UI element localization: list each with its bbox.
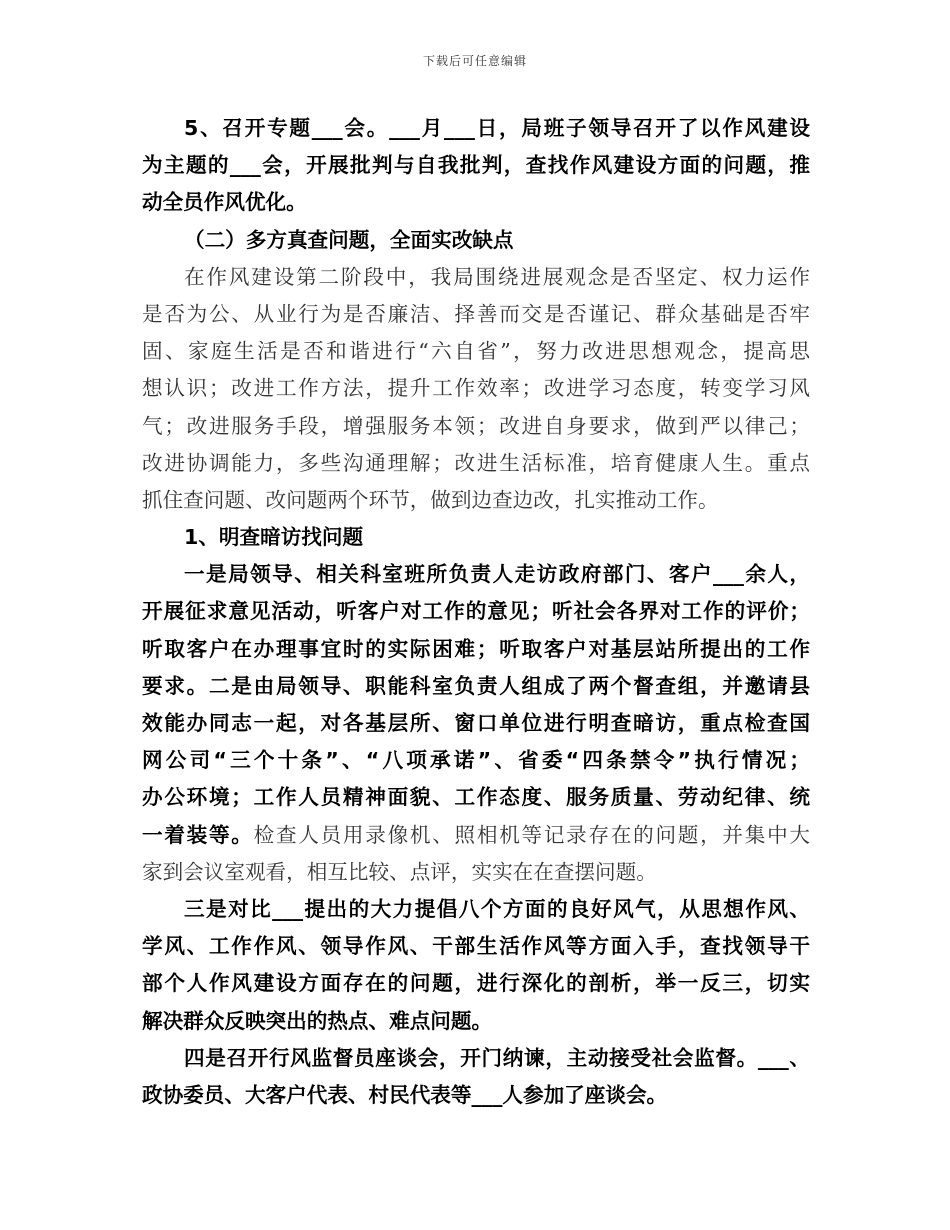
section-heading: （二）多方真查问题，全面实改缺点 (184, 227, 514, 252)
light-segment: 检查人员用录像机、照相机等记录存在的问题，并集中大 (253, 822, 811, 847)
paragraph-line: 固、家庭生活是否和谐进行“六自省”，努力改进思想观念，提高思 (142, 339, 810, 364)
paragraph-line: 效能办同志一起，对各基层所、窗口单位进行明查暗访，重点检查国 (142, 711, 810, 735)
paragraph-line: 办公环境；工作人员精神面貌、工作态度、服务质量、劳动纪律、统 (142, 785, 810, 810)
paragraph-line: 三是对比___提出的大力提倡八个方面的良好风气，从思想作风、 (184, 896, 810, 921)
paragraph-line: 5、召开专题___会。___月___日，局班子领导召开了以作风建设 (184, 116, 810, 140)
paragraph-line: 在作风建设第二阶段中，我局围绕进展观念是否坚定、权力运作 (184, 264, 810, 289)
paragraph-line: 政协委员、大客户代表、村民代表等___人参加了座谈会。 (142, 1082, 668, 1107)
paragraph-line: 四是召开行风监督员座谈会，开门纳谏，主动接受社会监督。___、 (184, 1045, 810, 1070)
paragraph-line: 要求。二是由局领导、职能科室负责人组成了两个督查组，并邀请县 (142, 673, 810, 698)
paragraph-line: 解决群众反映突出的热点、难点问题。 (142, 1008, 493, 1033)
paragraph-line: 为主题的___会，开展批判与自我批判，查找作风建设方面的问题，推 (142, 153, 810, 178)
paragraph-line: 学风、工作作风、领导作风、干部生活作风等方面入手，查找领导干 (142, 934, 810, 959)
page-header-note: 下载后可任意编辑 (422, 54, 527, 68)
paragraph-line: 部个人作风建设方面存在的问题，进行深化的剖析，举一反三，切实 (142, 971, 810, 996)
paragraph-line: 改进协调能力，多些沟通理解；改进生活标准，培育健康人生。重点 (142, 450, 810, 475)
paragraph-line: 开展征求意见活动，听客户对工作的意见；听社会各界对工作的评价； (142, 599, 810, 624)
paragraph-line: 抓住查问题、改问题两个环节，做到边查边改，扎实推动工作。 (142, 487, 719, 512)
paragraph-line: 气；改进服务手段，增强服务本领；改进自身要求，做到严以律己； (142, 413, 810, 438)
paragraph-line: 一是局领导、相关科室班所负责人走访政府部门、客户___余人， (184, 562, 810, 587)
paragraph-line: 是否为公、从业行为是否廉洁、择善而交是否谨记、群众基础是否牢 (142, 301, 810, 326)
bold-segment: 一着装等。 (142, 822, 254, 847)
paragraph-line: 想认识；改进工作方法，提升工作效率；改进学习态度，转变学习风 (142, 376, 810, 401)
paragraph-line: 网公司“三个十条”、“八项承诺”、省委“四条禁令”执行情况； (142, 748, 810, 773)
paragraph-line: 动全员作风优化。 (142, 190, 307, 215)
paragraph-line: 听取客户在办理事宜时的实际困难；听取客户对基层站所提出的工作 (142, 636, 810, 661)
subsection-heading: 1、明查暗访找问题 (184, 525, 364, 550)
paragraph-line: 家到会议室观看，相互比较、点评，实实在在查摆问题。 (142, 859, 657, 884)
paragraph-line-mixed (142, 817, 810, 854)
document-body (142, 110, 810, 1114)
